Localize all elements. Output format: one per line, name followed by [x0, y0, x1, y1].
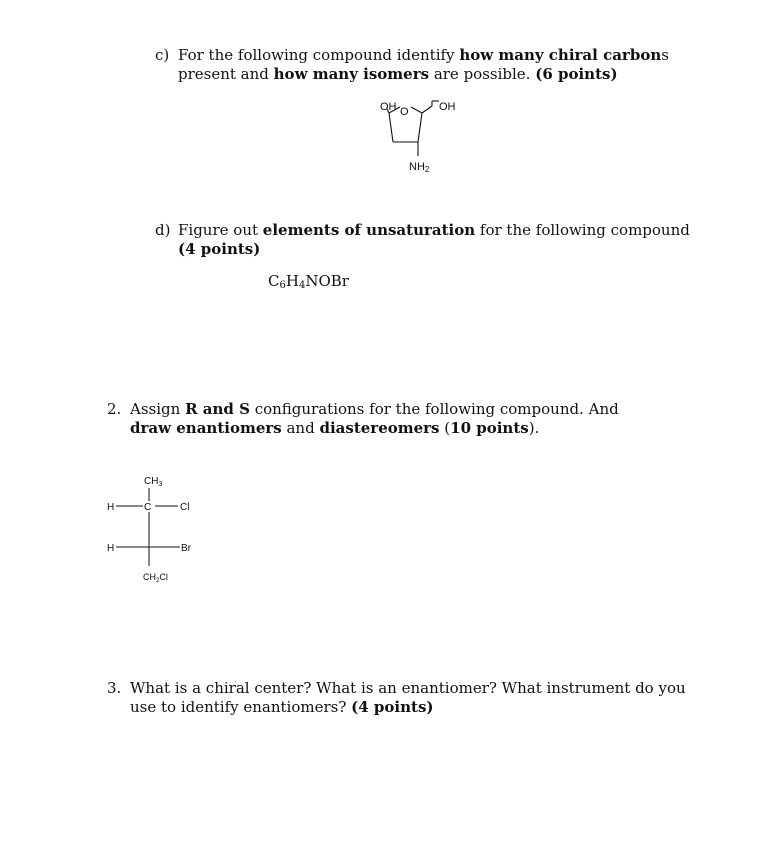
fischer-top-group: $CH_3$ [144, 476, 163, 488]
fischer-projection [116, 488, 180, 566]
ring-oxygen-label: O [400, 106, 409, 118]
question-2-label: 2. [107, 400, 122, 418]
fischer-row1-left: H [107, 502, 115, 513]
question-2-text: Assign R and S configurations for the following compound. And draw enantiomers and diastereomers (10 points). [130, 400, 619, 437]
nh2-label: NH2 [409, 161, 430, 174]
question-d-label: d) [155, 221, 171, 239]
fischer-row2-right: Br [181, 543, 191, 554]
question-d-text: Figure out elements of unsaturation for the following compound (4 points) [178, 221, 690, 258]
question-c-label: c) [155, 46, 170, 64]
question-3-label: 3. [107, 679, 122, 697]
fischer-row1-right: Cl [180, 502, 190, 513]
oh-right-label: OH [439, 101, 456, 113]
fischer-bottom-group: $CH_2Cl$ [143, 572, 168, 584]
molecular-formula: $C_6H_4NOBr$ [268, 272, 349, 291]
question-c-text: For the following compound identify how many chiral carbons present and how many isomers are possible. (6 points) [178, 46, 669, 83]
fischer-row2-left: H [107, 543, 115, 554]
question-d-points: (4 points) [178, 240, 261, 258]
question-2-points: 10 points [450, 419, 529, 437]
question-3-text: What is a chiral center? What is an enantiomer? What instrument do you use to identify enantiomers? (4 points) [130, 679, 686, 716]
question-c-points: (6 points) [535, 65, 618, 83]
oh-left-label: OH [380, 101, 397, 113]
fischer-center-carbon: C [144, 502, 152, 513]
question-3-points: (4 points) [351, 698, 434, 716]
